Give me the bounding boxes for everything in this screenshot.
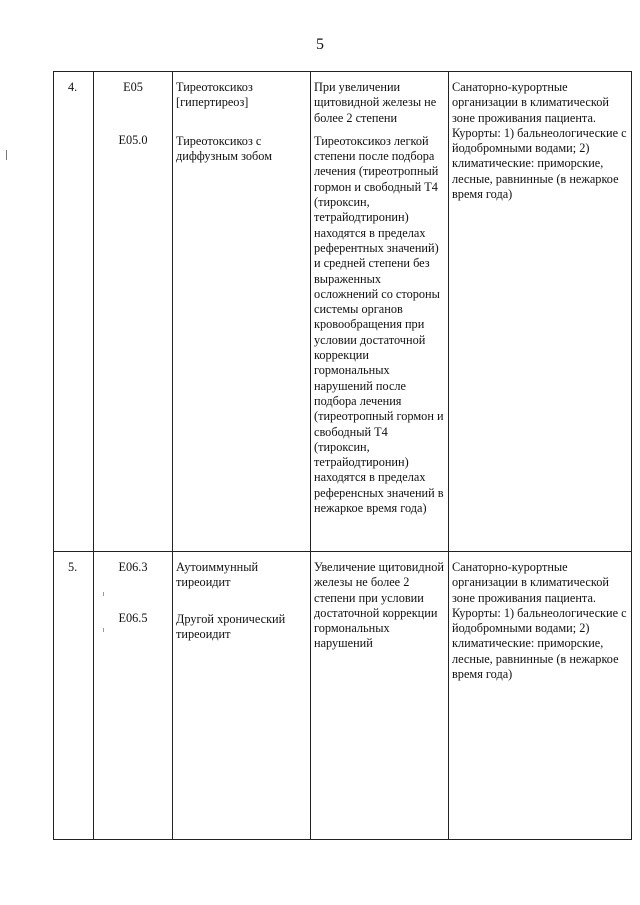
- table-row: [54, 552, 632, 840]
- condition-text: Тиреотоксикоз легкой степени после подбора лечения (тиреотропный гормон и свободный Т4 (тироксин, тетрайодтиронин) находятся в пределах референтных значений) и средней степени без выраженных осложнений со стороны системы органов кровообращения при условии достаточной коррекции гормональных нарушений после подбора лечения (тиреотропный гормон и свободный Т4 (тироксин, тетрайодтиронин) находятся в пределах референсных значений в нежаркое время года): [314, 133, 444, 516]
- icd-code-cell: [94, 72, 173, 552]
- resort-table: [53, 71, 632, 840]
- row-number: 5.: [54, 552, 94, 840]
- icd-code: E06.3: [118, 560, 148, 574]
- icd-code: E05.0: [118, 133, 148, 148]
- disease-name: Другой хронический тиреоидит: [176, 611, 286, 641]
- condition-cell: [311, 72, 449, 552]
- page-number: 5: [316, 36, 324, 53]
- disease-cell: [173, 72, 311, 552]
- scan-mark: [6, 150, 7, 160]
- row-number: 4.: [54, 72, 94, 552]
- condition-cell: Увеличение щитовидной железы не более 2 степени при условии достаточной коррекции гормональных нарушений: [311, 552, 449, 840]
- disease-name: Аутоиммунный тиреоидит: [176, 560, 259, 590]
- icd-code-cell: [94, 552, 173, 840]
- table-row: [54, 72, 632, 552]
- condition-text: При увеличении щитовидной железы не более 2 степени: [314, 80, 437, 125]
- disease-cell: [173, 552, 311, 840]
- disease-name: Тиреотоксикоз [гипертиреоз]: [176, 80, 253, 110]
- resort-cell: Санаторно-курортные организации в климатической зоне проживания пациента. Курорты: 1) бальнеологические с йодобромными водами; 2) климатические: приморские, лесные, равнинные (в нежаркое время года): [449, 72, 632, 552]
- resort-cell: Санаторно-курортные организации в климатической зоне проживания пациента. Курорты: 1) бальнеологические с йодобромными водами; 2) климатические: приморские, лесные, равнинные (в нежаркое время года): [449, 552, 632, 840]
- disease-name: Тиреотоксикоз с диффузным зобом: [176, 133, 272, 163]
- icd-code: E05: [123, 80, 143, 94]
- icd-code: E06.5: [118, 611, 148, 626]
